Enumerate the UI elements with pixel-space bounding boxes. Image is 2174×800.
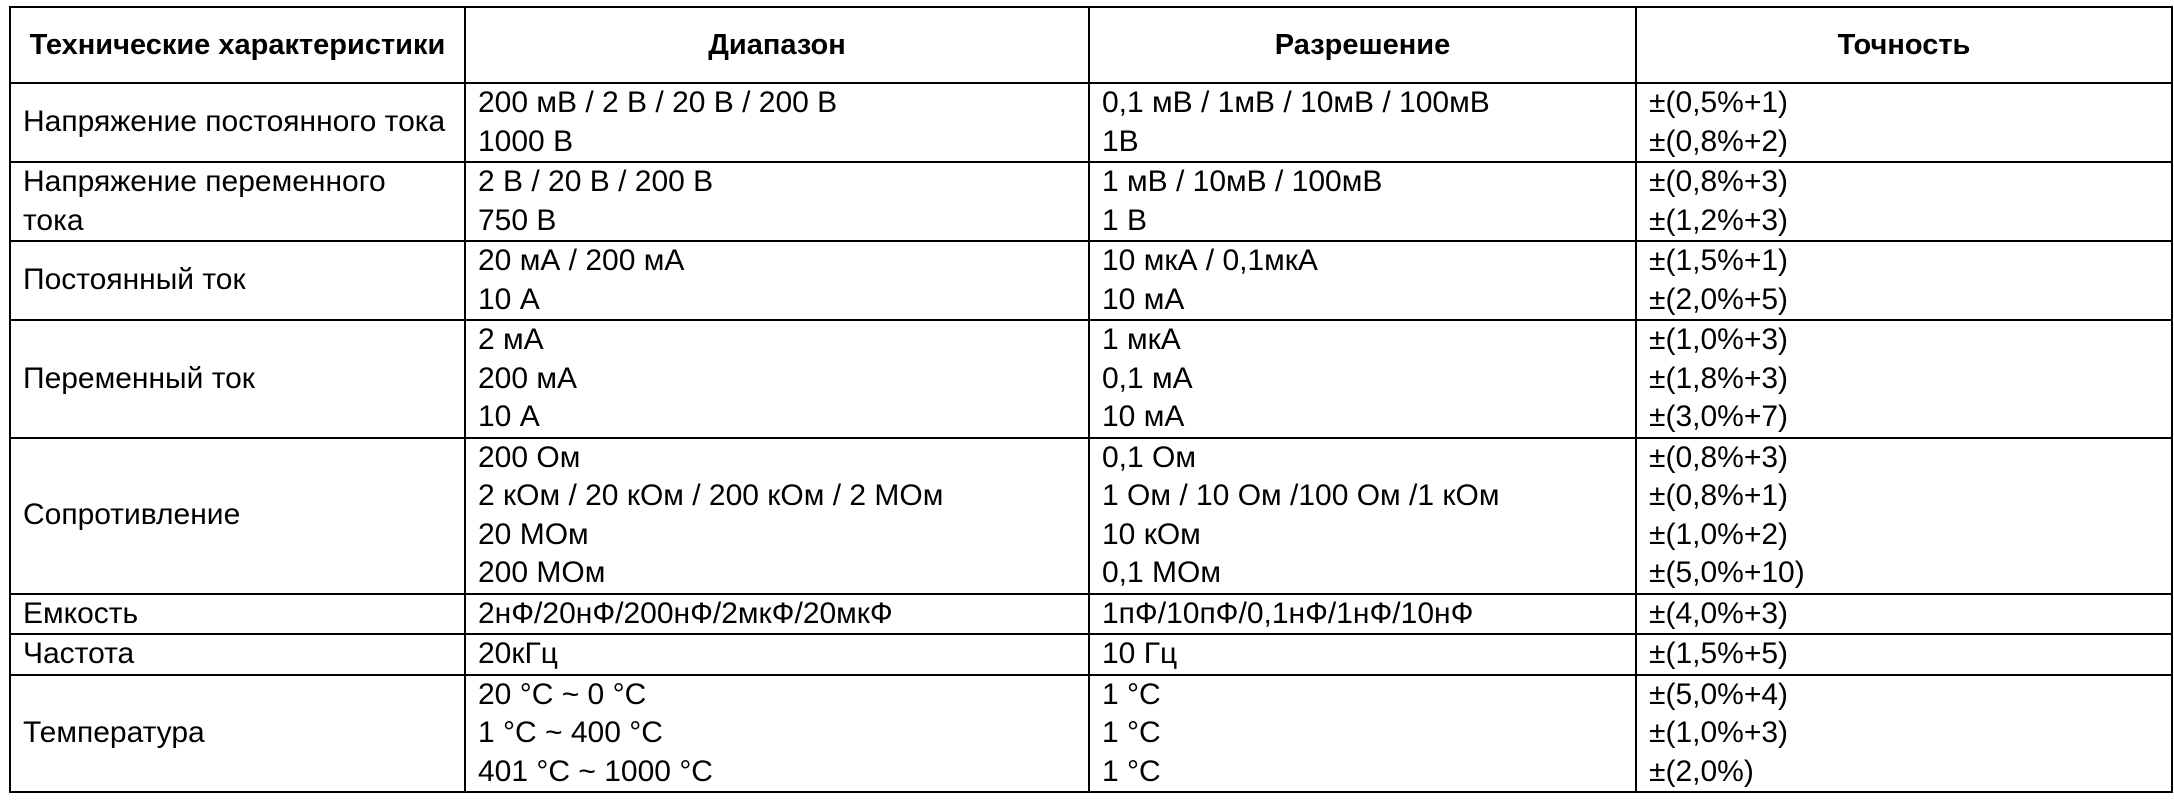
resolution-value: 10 кОм xyxy=(1102,517,1201,551)
resolution-cell xyxy=(1089,320,1636,438)
resolution-cell xyxy=(1089,162,1636,241)
range-cell xyxy=(465,594,1089,635)
range-value: 20 мА / 200 мА xyxy=(478,244,685,277)
range-value: 750 В xyxy=(478,203,557,237)
range-value: 2 кОм / 20 кОм / 200 кОм / 2 МОм xyxy=(478,479,944,512)
range-value: 200 МОм xyxy=(478,556,606,589)
resolution-value: 1 В xyxy=(1102,203,1148,237)
resolution-cell xyxy=(1089,83,1636,162)
header-range: Диапазон xyxy=(465,7,1089,83)
range-value: 200 мВ / 2 В / 20 В / 200 В xyxy=(478,86,838,119)
resolution-value: 1 мВ / 10мВ / 100мВ xyxy=(1102,165,1383,198)
table-row xyxy=(10,675,2172,793)
parameter-cell: Переменный ток xyxy=(10,320,465,438)
accuracy-value: ±(1,5%+5) xyxy=(1649,637,1789,670)
parameter-cell: Напряжение постоянного тока xyxy=(10,83,465,162)
resolution-value: 0,1 мА xyxy=(1102,361,1193,395)
accuracy-cell xyxy=(1636,438,2172,594)
resolution-value: 1 мкА xyxy=(1102,323,1181,356)
table-row xyxy=(10,594,2172,635)
resolution-value: 0,1 мВ / 1мВ / 10мВ / 100мВ xyxy=(1102,86,1490,119)
range-value: 1000 В xyxy=(478,124,574,158)
range-value: 2 В / 20 В / 200 В xyxy=(478,165,714,198)
resolution-cell xyxy=(1089,634,1636,675)
accuracy-cell xyxy=(1636,320,2172,438)
accuracy-value: ±(1,0%+2) xyxy=(1649,517,1789,551)
parameter-cell: Сопротивление xyxy=(10,438,465,594)
resolution-value: 0,1 МОм xyxy=(1102,556,1221,589)
table-row xyxy=(10,241,2172,320)
accuracy-value: ±(4,0%+3) xyxy=(1649,596,1789,630)
parameter-cell: Температура xyxy=(10,675,465,793)
accuracy-value: ±(5,0%+10) xyxy=(1649,556,1805,589)
parameter-cell: Частота xyxy=(10,634,465,675)
table-body xyxy=(10,83,2172,792)
accuracy-cell xyxy=(1636,162,2172,241)
range-cell xyxy=(465,438,1089,594)
range-cell xyxy=(465,241,1089,320)
accuracy-cell xyxy=(1636,594,2172,635)
range-cell xyxy=(465,634,1089,675)
range-cell xyxy=(465,320,1089,438)
accuracy-value: ±(0,8%+3) xyxy=(1649,440,1789,474)
parameter-cell: Емкость xyxy=(10,594,465,635)
accuracy-value: ±(1,2%+3) xyxy=(1649,203,1789,237)
range-value: 2нФ/20нФ/200нФ/2мкФ/20мкФ xyxy=(478,596,893,630)
range-value: 200 мА xyxy=(478,361,578,395)
range-value: 10 А xyxy=(478,282,540,316)
resolution-value: 10 мА xyxy=(1102,282,1185,316)
resolution-cell xyxy=(1089,675,1636,793)
range-value: 200 Ом xyxy=(478,440,581,474)
resolution-cell xyxy=(1089,438,1636,594)
resolution-value: 1 Ом / 10 Ом /100 Ом /1 кОм xyxy=(1102,479,1500,512)
resolution-value: 1В xyxy=(1102,124,1139,158)
accuracy-value: ±(1,8%+3) xyxy=(1649,361,1789,395)
accuracy-value: ±(2,0%+5) xyxy=(1649,282,1789,316)
header-characteristics: Технические характеристики xyxy=(10,7,465,83)
accuracy-value: ±(0,8%+1) xyxy=(1649,479,1789,512)
table-row xyxy=(10,438,2172,594)
accuracy-value: ±(5,0%+4) xyxy=(1649,677,1789,711)
accuracy-value: ±(0,8%+3) xyxy=(1649,165,1789,198)
accuracy-value: ±(2,0%) xyxy=(1649,754,1754,788)
range-value: 2 мА xyxy=(478,323,544,356)
resolution-value: 1 °C xyxy=(1102,754,1161,788)
range-value: 20 °C ~ 0 °C xyxy=(478,677,647,711)
table-row xyxy=(10,634,2172,675)
header-accuracy: Точность xyxy=(1636,7,2172,83)
resolution-cell xyxy=(1089,241,1636,320)
range-value: 20кГц xyxy=(478,637,558,670)
range-value: 1 °C ~ 400 °C xyxy=(478,716,663,749)
parameter-cell: Напряжение переменного тока xyxy=(10,162,465,241)
range-value: 10 А xyxy=(478,400,540,433)
table-row xyxy=(10,83,2172,162)
resolution-value: 1пФ/10пФ/0,1нФ/1нФ/10нФ xyxy=(1102,596,1474,630)
accuracy-value: ±(3,0%+7) xyxy=(1649,400,1789,433)
resolution-value: 0,1 Ом xyxy=(1102,440,1196,474)
range-value: 401 °C ~ 1000 °C xyxy=(478,754,713,788)
specifications-table xyxy=(9,6,2173,793)
accuracy-cell xyxy=(1636,241,2172,320)
table-row xyxy=(10,162,2172,241)
header-row xyxy=(10,7,2172,83)
accuracy-cell xyxy=(1636,634,2172,675)
range-value: 20 МОм xyxy=(478,517,589,551)
table-row xyxy=(10,320,2172,438)
parameter-cell: Постоянный ток xyxy=(10,241,465,320)
accuracy-cell xyxy=(1636,675,2172,793)
accuracy-value: ±(1,5%+1) xyxy=(1649,244,1789,277)
resolution-cell xyxy=(1089,594,1636,635)
resolution-value: 10 Гц xyxy=(1102,637,1178,670)
range-cell xyxy=(465,83,1089,162)
table-header xyxy=(10,7,2172,83)
resolution-value: 1 °C xyxy=(1102,677,1161,711)
resolution-value: 1 °C xyxy=(1102,716,1161,749)
header-resolution: Разрешение xyxy=(1089,7,1636,83)
range-cell xyxy=(465,675,1089,793)
range-cell xyxy=(465,162,1089,241)
resolution-value: 10 мА xyxy=(1102,400,1185,433)
resolution-value: 10 мкА / 0,1мкА xyxy=(1102,244,1318,277)
accuracy-value: ±(0,5%+1) xyxy=(1649,86,1789,119)
accuracy-cell xyxy=(1636,83,2172,162)
accuracy-value: ±(1,0%+3) xyxy=(1649,323,1789,356)
accuracy-value: ±(0,8%+2) xyxy=(1649,124,1789,158)
accuracy-value: ±(1,0%+3) xyxy=(1649,716,1789,749)
